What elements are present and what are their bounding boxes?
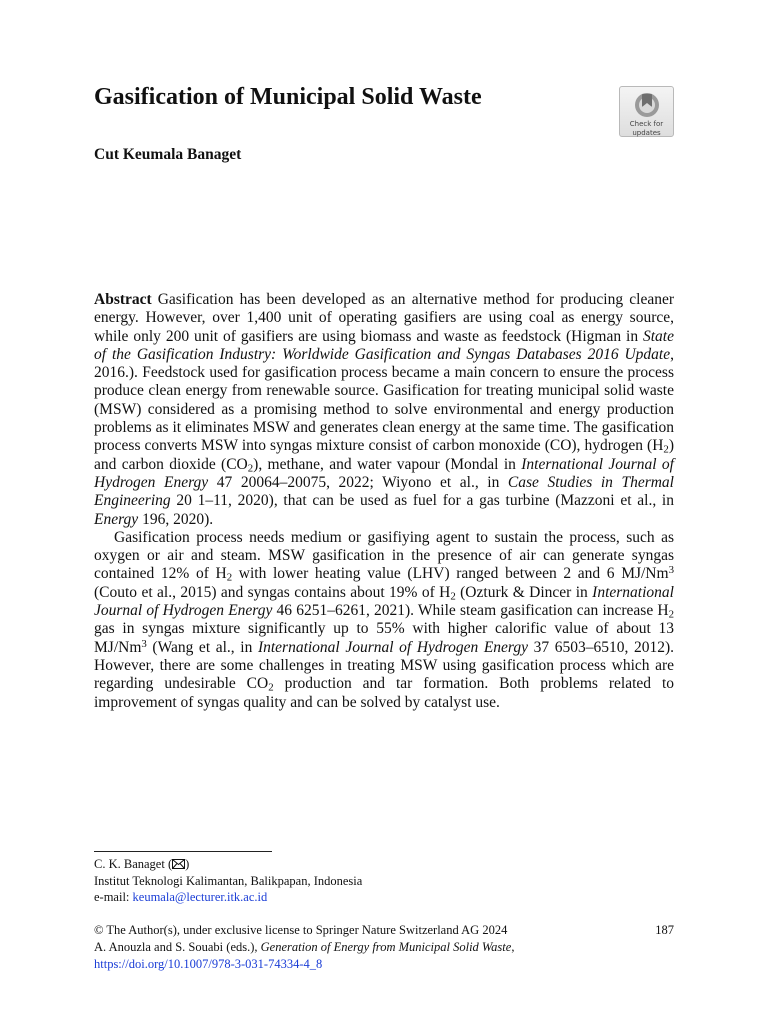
abstract-paragraph-2: Gasification process needs medium or gasifiying agent to sustain the process, such as oxygen or air and steam. MSW gasification in the presence of air can generate syngas contained 12% of $H_2$ with lower heating value (LHV) ranged between 2 and 6 MJ/Nm$^3$ (Couto et al., 2015) and syngas contains about 19% of $H_2$ (Ozturk & Dincer in International Journal of Hydrogen Energy 46 6251–6261, 2021). While steam gasification can increase $H_2$ gas in syngas mixture significantly up to 55% with higher calorific value of about 13 MJ/Nm$^3$ (Wang et al., in International Journal of Hydrogen Energy 37 6503–6510, 2012). However, there are some challenges in treating MSW using gasification process which are regarding undesirable $CO_2$ production and tar formation. Both problems related to improvement of syngas quality and can be solved by catalyst use. bbox=[94, 528, 675, 711]
copyright-row bbox=[94, 922, 674, 939]
doi-link[interactable]: https://doi.org/10.1007/978-3-031-74334-4_8 bbox=[94, 957, 323, 971]
footnote-divider bbox=[94, 851, 272, 852]
affiliation-footnote bbox=[94, 856, 674, 906]
abstract-keyword: Abstract bbox=[94, 291, 152, 308]
page-number: 187 bbox=[655, 923, 674, 937]
page-footer bbox=[94, 922, 674, 973]
check-for-updates-badge[interactable] bbox=[619, 86, 674, 137]
badge-label-line1: Check for bbox=[629, 120, 664, 128]
abstract-paragraph-1: Abstract Gasification has been developed as an alternative method for producing cleaner energy. However, over 1,400 unit of operating gasifiers are using coal as energy source, while only 200 unit of gasifiers are using biomass and waste as feedstock (Higman in State of the Gasification Industry: Worldwide Gasification and Syngas Databases 2016 Update, 2016.). Feedstock used for gasification process became a main concern to ensure the process produce clean energy from renewable source. Gasification for treating municipal solid waste (MSW) considered as a promising method to solve environmental and energy production problems as it eliminates MSW and generates clean energy at the same time. The gasification process converts MSW into syngas mixture consist of carbon monoxide (CO), hydrogen $(H_2)$ and carbon dioxide $(CO_2)$, methane, and water vapour (Mondal in International Journal of Hydrogen Energy 47 20064–20075, 2022; Wiyono et al., in Case Studies in Thermal Engineering 20 1–11, 2020), that can be used as fuel for a gas turbine (Mazzoni et al., in Energy 196, 2020). bbox=[94, 291, 674, 528]
email-link[interactable]: keumala@lecturer.itk.ac.id bbox=[132, 890, 268, 904]
crossmark-icon bbox=[633, 91, 661, 119]
envelope-icon[interactable] bbox=[172, 859, 185, 869]
badge-label-line2: updates bbox=[632, 129, 661, 137]
book-citation: A. Anouzla and S. Souabi (eds.), Generation of Energy from Municipal Solid Waste, bbox=[94, 940, 515, 954]
author-correspondence-line: C. K. Banaget ( ) bbox=[94, 857, 190, 871]
institution-line: Institut Teknologi Kalimantan, Balikpapan, Indonesia bbox=[94, 873, 363, 888]
copyright-notice: © The Author(s), under exclusive license to Springer Nature Switzerland AG 2024 bbox=[94, 923, 508, 937]
email-line: e-mail: keumala@lecturer.itk.ac.id bbox=[94, 890, 268, 904]
abstract-section bbox=[94, 291, 674, 712]
author-name: Cut Keumala Banaget bbox=[94, 146, 242, 163]
book-title: Generation of Energy from Municipal Solid Waste bbox=[260, 940, 512, 954]
chapter-title: Gasification of Municipal Solid Waste bbox=[94, 84, 482, 110]
